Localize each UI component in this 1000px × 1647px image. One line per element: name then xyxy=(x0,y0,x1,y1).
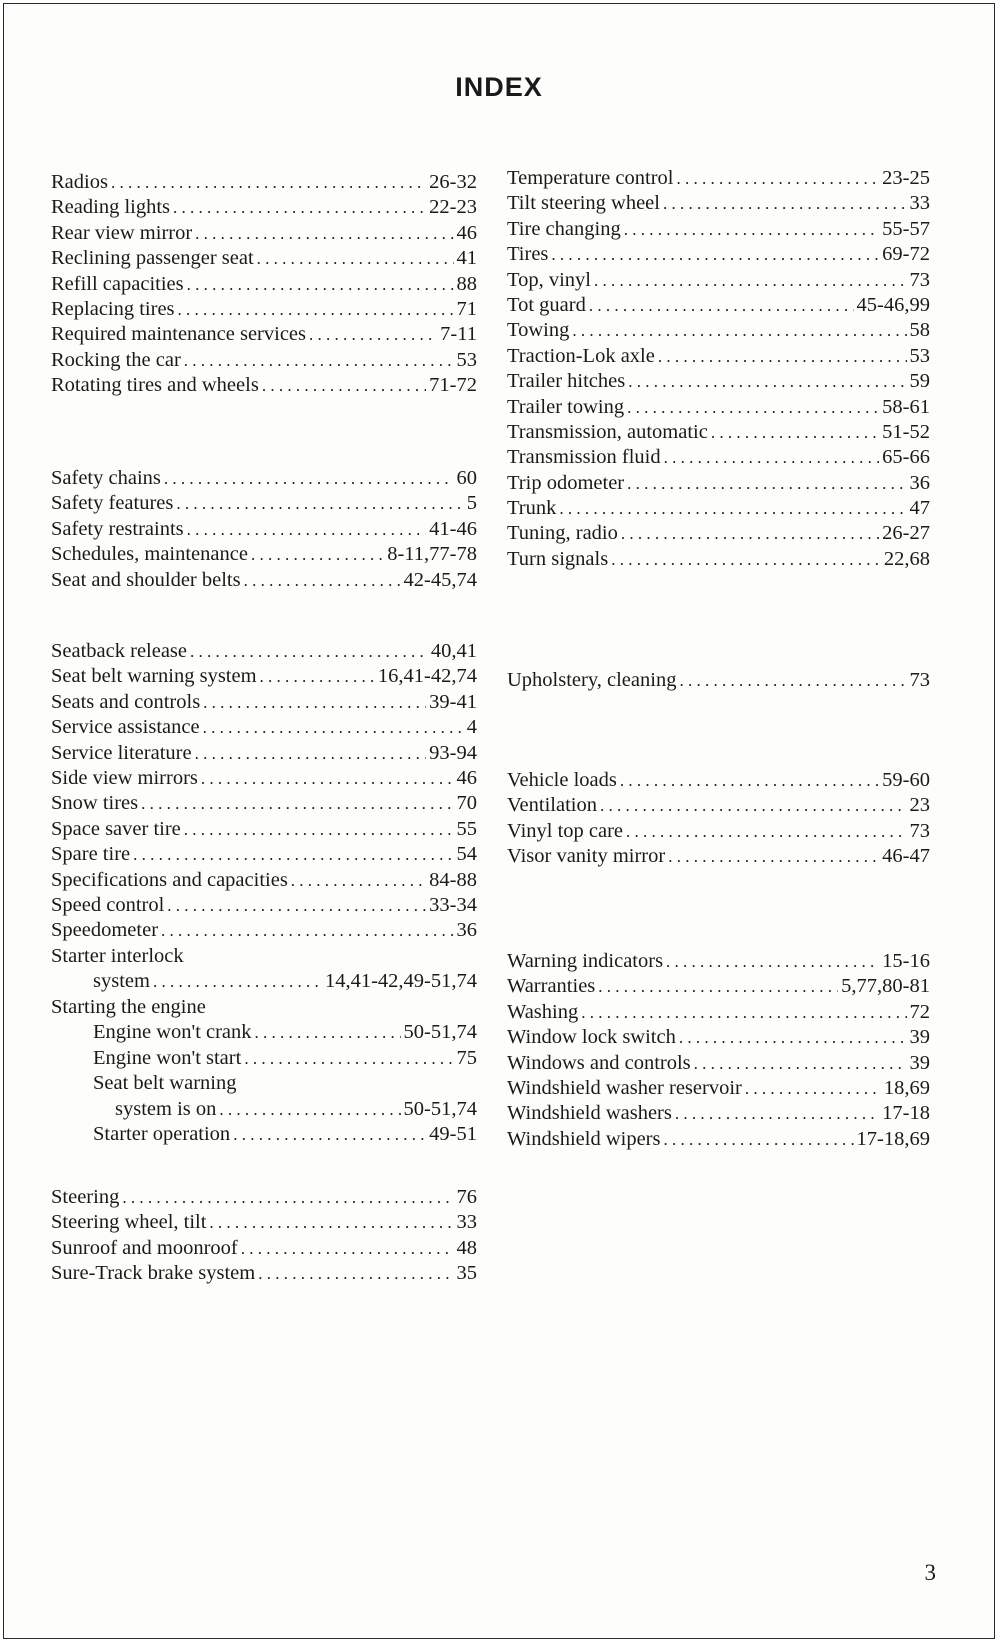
entry-label: Service assistance xyxy=(51,716,200,739)
index-group-v xyxy=(507,768,930,870)
entry-pages: 40,41 xyxy=(430,640,477,662)
dot-leader xyxy=(178,297,454,322)
index-entry xyxy=(507,949,930,974)
index-entry xyxy=(51,1097,477,1122)
dot-leader xyxy=(262,373,426,398)
dot-leader xyxy=(176,491,463,516)
entry-label: Tuning, radio xyxy=(507,522,618,545)
index-page xyxy=(3,3,995,1639)
entry-label: Windshield wipers xyxy=(507,1127,661,1150)
entry-pages: 54 xyxy=(456,843,477,866)
dot-leader xyxy=(679,668,906,693)
entry-pages: 18,69 xyxy=(883,1076,930,1099)
entry-label: Rear view mirror xyxy=(51,221,193,244)
entry-label: Visor vanity mirror xyxy=(507,845,666,868)
entry-label: Engine won't start xyxy=(93,1046,242,1069)
entry-label: Starter operation xyxy=(93,1122,231,1145)
index-entry xyxy=(51,170,477,195)
dot-leader xyxy=(167,893,426,918)
entry-label: Speed control xyxy=(51,893,165,916)
entry-pages: 53 xyxy=(909,344,930,367)
index-entry xyxy=(51,246,477,271)
dot-leader xyxy=(122,1185,453,1210)
index-entry xyxy=(507,369,930,394)
entry-label: Windows and controls xyxy=(507,1051,691,1074)
index-entry xyxy=(51,842,477,867)
entry-pages: 59 xyxy=(909,370,930,393)
entry-pages: 88 xyxy=(456,272,477,295)
entry-label: Radios xyxy=(51,171,108,193)
entry-label: Spare tire xyxy=(51,843,131,866)
index-entry xyxy=(51,1046,477,1071)
dot-leader xyxy=(664,445,880,470)
dot-leader xyxy=(241,1236,454,1261)
dot-leader xyxy=(621,521,879,546)
entry-pages: 93-94 xyxy=(429,741,477,764)
index-entry xyxy=(51,1020,477,1045)
entry-pages: 41 xyxy=(456,247,477,270)
index-entry xyxy=(507,1000,930,1025)
dot-leader xyxy=(153,969,322,994)
index-entry xyxy=(507,668,930,693)
index-entry xyxy=(507,318,930,343)
entry-pages: 46-47 xyxy=(882,845,930,868)
dot-leader xyxy=(309,322,437,347)
entry-label: Rocking the car xyxy=(51,348,181,371)
dot-leader xyxy=(626,819,906,844)
entry-pages: 72 xyxy=(909,1000,930,1023)
index-entry xyxy=(51,639,477,664)
entry-pages: 33 xyxy=(909,192,930,215)
dot-leader xyxy=(184,817,454,842)
entry-pages: 46 xyxy=(456,221,477,244)
index-entry xyxy=(507,445,930,470)
index-entry xyxy=(51,297,477,322)
index-entry xyxy=(51,664,477,689)
entry-label: Windshield washer reservoir xyxy=(507,1076,742,1099)
index-entry xyxy=(51,568,477,593)
entry-pages: 76 xyxy=(456,1186,477,1208)
entry-label: Transmission, automatic xyxy=(507,420,708,443)
dot-leader xyxy=(668,844,879,869)
index-entry xyxy=(507,344,930,369)
entry-pages: 49-51 xyxy=(429,1122,477,1145)
dot-leader xyxy=(745,1076,881,1101)
entry-label: Space saver tire xyxy=(51,817,181,840)
entry-pages: 69-72 xyxy=(882,243,930,266)
index-entry xyxy=(507,395,930,420)
entry-pages: 65-66 xyxy=(882,446,930,469)
entry-pages: 35 xyxy=(456,1262,477,1285)
index-entry xyxy=(507,1076,930,1101)
entry-pages: 14,41-42,49-51,74 xyxy=(324,970,477,993)
entry-label: Traction-Lok axle xyxy=(507,344,655,367)
entry-pages: 26-32 xyxy=(429,171,477,193)
entry-pages: 22-23 xyxy=(429,196,477,219)
entry-label: Trailer towing xyxy=(507,395,625,418)
index-heading: Starter interlock xyxy=(51,945,184,967)
dot-leader xyxy=(195,221,453,246)
index-subheading: Seat belt warning xyxy=(93,1072,237,1095)
dot-leader xyxy=(258,1261,453,1286)
dot-leader xyxy=(257,246,454,271)
dot-leader xyxy=(184,348,454,373)
index-entry xyxy=(507,166,930,191)
entry-pages: 16,41-42,74 xyxy=(377,665,477,688)
index-entry xyxy=(51,868,477,893)
entry-pages: 70 xyxy=(456,792,477,815)
entry-label: Sunroof and moonroof xyxy=(51,1236,238,1259)
index-entry xyxy=(507,1051,930,1076)
entry-label: Seatback release xyxy=(51,640,188,662)
dot-leader xyxy=(255,1020,401,1045)
index-entry xyxy=(507,547,930,572)
index-entry xyxy=(51,690,477,715)
entry-label: Sure-Track brake system xyxy=(51,1262,256,1285)
dot-leader xyxy=(600,793,907,818)
dot-leader xyxy=(559,496,906,521)
index-group-r xyxy=(51,170,477,399)
entry-label: system is on xyxy=(115,1097,217,1120)
entry-label: Temperature control xyxy=(507,167,674,189)
entry-pages: 75 xyxy=(456,1046,477,1069)
entry-pages: 58-61 xyxy=(882,395,930,418)
entry-pages: 46 xyxy=(456,766,477,789)
entry-label: Reading lights xyxy=(51,196,171,219)
dot-leader xyxy=(173,195,426,220)
dot-leader xyxy=(627,471,906,496)
index-entry xyxy=(51,893,477,918)
dot-leader xyxy=(694,1051,907,1076)
entry-label: Upholstery, cleaning xyxy=(507,669,677,691)
dot-leader xyxy=(679,1025,907,1050)
entry-label: Towing xyxy=(507,319,570,342)
dot-leader xyxy=(260,664,375,689)
dot-leader xyxy=(628,369,906,394)
entry-label: Side view mirrors xyxy=(51,766,198,789)
index-entry xyxy=(51,348,477,373)
index-entry xyxy=(507,217,930,242)
entry-pages: 71 xyxy=(456,297,477,320)
entry-label: Specifications and capacities xyxy=(51,868,288,891)
entry-pages: 4 xyxy=(466,716,477,739)
dot-leader xyxy=(620,768,879,793)
entry-label: Window lock switch xyxy=(507,1026,676,1049)
entry-pages: 84-88 xyxy=(429,868,477,891)
index-entry xyxy=(507,521,930,546)
index-entry xyxy=(51,195,477,220)
dot-leader xyxy=(627,395,879,420)
starting-engine-group xyxy=(51,995,477,1147)
entry-pages: 71-72 xyxy=(429,374,477,397)
index-entry xyxy=(51,221,477,246)
dot-leader xyxy=(233,1122,426,1147)
dot-leader xyxy=(111,170,426,195)
starter-interlock-group xyxy=(51,944,477,995)
entry-label: Vinyl top care xyxy=(507,819,624,842)
entry-pages: 17-18 xyxy=(882,1102,930,1125)
dot-leader xyxy=(675,1101,879,1126)
index-entry xyxy=(507,496,930,521)
dot-leader xyxy=(190,639,428,664)
entry-pages: 36 xyxy=(909,471,930,494)
index-entry xyxy=(51,715,477,740)
entry-label: Ventilation xyxy=(507,794,597,817)
entry-pages: 39 xyxy=(909,1026,930,1049)
dot-leader xyxy=(244,1046,453,1071)
dot-leader xyxy=(219,1097,400,1122)
entry-pages: 59-60 xyxy=(882,769,930,791)
entry-label: Top, vinyl xyxy=(507,268,591,291)
index-entry xyxy=(51,918,477,943)
entry-label: Safety restraints xyxy=(51,517,184,540)
entry-label: system xyxy=(93,970,150,993)
entry-pages: 47 xyxy=(909,497,930,520)
entry-label: Snow tires xyxy=(51,792,139,815)
dot-leader xyxy=(209,1210,453,1235)
entry-pages: 73 xyxy=(909,819,930,842)
entry-label: Schedules, maintenance xyxy=(51,543,248,566)
dot-leader xyxy=(598,974,838,999)
entry-pages: 45-46,99 xyxy=(856,293,930,316)
index-entry xyxy=(51,1236,477,1261)
entry-label: Steering wheel, tilt xyxy=(51,1211,207,1234)
index-group-w xyxy=(507,949,930,1152)
entry-pages: 23 xyxy=(909,794,930,817)
index-entry xyxy=(507,268,930,293)
entry-label: Safety chains xyxy=(51,467,161,489)
index-entry xyxy=(51,1261,477,1286)
index-entry xyxy=(507,1101,930,1126)
dot-leader xyxy=(291,868,426,893)
index-entry xyxy=(51,517,477,542)
entry-label: Turn signals xyxy=(507,547,609,570)
dot-leader xyxy=(133,842,453,867)
dot-leader xyxy=(676,166,879,191)
index-entry xyxy=(507,1025,930,1050)
index-entry xyxy=(51,791,477,816)
entry-pages: 60 xyxy=(456,467,477,489)
entry-pages: 7-11 xyxy=(440,323,477,346)
dot-leader xyxy=(203,715,464,740)
index-entry xyxy=(51,741,477,766)
entry-label: Washing xyxy=(507,1000,579,1023)
entry-label: Rotating tires and wheels xyxy=(51,374,259,397)
dot-leader xyxy=(611,547,881,572)
page-title: INDEX xyxy=(455,72,543,102)
dot-leader xyxy=(711,420,879,445)
index-entry xyxy=(507,242,930,267)
entry-label: Trailer hitches xyxy=(507,370,626,393)
index-entry xyxy=(507,420,930,445)
entry-pages: 41-46 xyxy=(429,517,477,540)
index-entry xyxy=(507,293,930,318)
index-entry xyxy=(51,969,477,994)
index-heading: Starting the engine xyxy=(51,996,206,1018)
entry-pages: 39 xyxy=(909,1051,930,1074)
index-entry xyxy=(507,1127,930,1152)
dot-leader xyxy=(663,1127,853,1152)
dot-leader xyxy=(624,217,879,242)
entry-label: Transmission fluid xyxy=(507,446,661,469)
dot-leader xyxy=(663,191,907,216)
entry-pages: 5,77,80-81 xyxy=(841,975,930,998)
entry-label: Tot guard xyxy=(507,293,586,316)
dot-leader xyxy=(589,293,854,318)
entry-label: Service literature xyxy=(51,741,192,764)
index-entry xyxy=(507,974,930,999)
dot-leader xyxy=(195,741,427,766)
index-entry xyxy=(51,272,477,297)
entry-label: Safety features xyxy=(51,492,174,515)
index-entry xyxy=(507,768,930,793)
dot-leader xyxy=(551,242,879,267)
entry-label: Windshield washers xyxy=(507,1102,672,1125)
entry-label: Reclining passenger seat xyxy=(51,247,254,270)
entry-pages: 22,68 xyxy=(883,547,930,570)
entry-pages: 48 xyxy=(456,1236,477,1259)
entry-pages: 50-51,74 xyxy=(403,1097,477,1120)
entry-label: Seats and controls xyxy=(51,690,201,713)
entry-pages: 58 xyxy=(909,319,930,342)
index-entry xyxy=(51,1185,477,1210)
dot-leader xyxy=(201,766,454,791)
dot-leader xyxy=(203,690,426,715)
entry-pages: 33 xyxy=(456,1211,477,1234)
page-number: 3 xyxy=(924,1560,936,1585)
entry-pages: 55-57 xyxy=(882,217,930,240)
entry-label: Tilt steering wheel xyxy=(507,192,660,215)
index-entry xyxy=(51,1122,477,1147)
index-group-s2 xyxy=(51,639,477,944)
dot-leader xyxy=(141,791,453,816)
index-group-s3 xyxy=(51,1185,477,1287)
index-entry xyxy=(51,322,477,347)
entry-pages: 42-45,74 xyxy=(403,568,477,591)
entry-pages: 33-34 xyxy=(429,893,477,916)
entry-label: Speedometer xyxy=(51,919,159,942)
entry-pages: 73 xyxy=(909,268,930,291)
dot-leader xyxy=(187,272,454,297)
index-group-u xyxy=(507,668,930,693)
entry-label: Seat belt warning system xyxy=(51,665,257,688)
entry-label: Tire changing xyxy=(507,217,621,240)
entry-label: Seat and shoulder belts xyxy=(51,568,241,591)
entry-label: Tires xyxy=(507,243,549,266)
entry-pages: 50-51,74 xyxy=(403,1021,477,1044)
index-entry xyxy=(51,373,477,398)
dot-leader xyxy=(187,517,427,542)
index-group-t xyxy=(507,166,930,572)
dot-leader xyxy=(572,318,906,343)
entry-pages: 23-25 xyxy=(882,167,930,189)
entry-label: Trip odometer xyxy=(507,471,625,494)
index-entry xyxy=(51,766,477,791)
dot-leader xyxy=(658,344,907,369)
dot-leader xyxy=(594,268,907,293)
dot-leader xyxy=(666,949,879,974)
dot-leader xyxy=(244,568,401,593)
entry-pages: 36 xyxy=(456,919,477,942)
entry-label: Steering xyxy=(51,1186,120,1208)
index-entry xyxy=(51,817,477,842)
entry-label: Warning indicators xyxy=(507,950,664,972)
dot-leader xyxy=(251,542,384,567)
entry-label: Trunk xyxy=(507,497,557,520)
index-entry xyxy=(507,471,930,496)
entry-pages: 17-18,69 xyxy=(856,1127,930,1150)
index-entry xyxy=(507,844,930,869)
entry-pages: 15-16 xyxy=(882,950,930,972)
entry-label: Replacing tires xyxy=(51,297,175,320)
index-entry xyxy=(51,466,477,491)
entry-label: Vehicle loads xyxy=(507,769,617,791)
dot-leader xyxy=(164,466,454,491)
index-entry xyxy=(507,819,930,844)
entry-pages: 53 xyxy=(456,348,477,371)
entry-label: Warranties xyxy=(507,975,596,998)
index-entry xyxy=(51,491,477,516)
entry-pages: 8-11,77-78 xyxy=(387,543,477,566)
dot-leader xyxy=(581,1000,906,1025)
entry-pages: 55 xyxy=(456,817,477,840)
entry-label: Required maintenance services xyxy=(51,323,306,346)
entry-pages: 5 xyxy=(466,492,477,515)
entry-pages: 73 xyxy=(909,669,930,691)
entry-label: Engine won't crank xyxy=(93,1021,252,1044)
entry-label: Refill capacities xyxy=(51,272,184,295)
entry-pages: 26-27 xyxy=(882,522,930,545)
index-entry xyxy=(51,542,477,567)
entry-pages: 39-41 xyxy=(429,690,477,713)
entry-pages: 51-52 xyxy=(882,420,930,443)
index-entry xyxy=(507,793,930,818)
index-entry xyxy=(51,1210,477,1235)
index-entry xyxy=(507,191,930,216)
dot-leader xyxy=(161,918,453,943)
index-group-s1 xyxy=(51,466,477,593)
